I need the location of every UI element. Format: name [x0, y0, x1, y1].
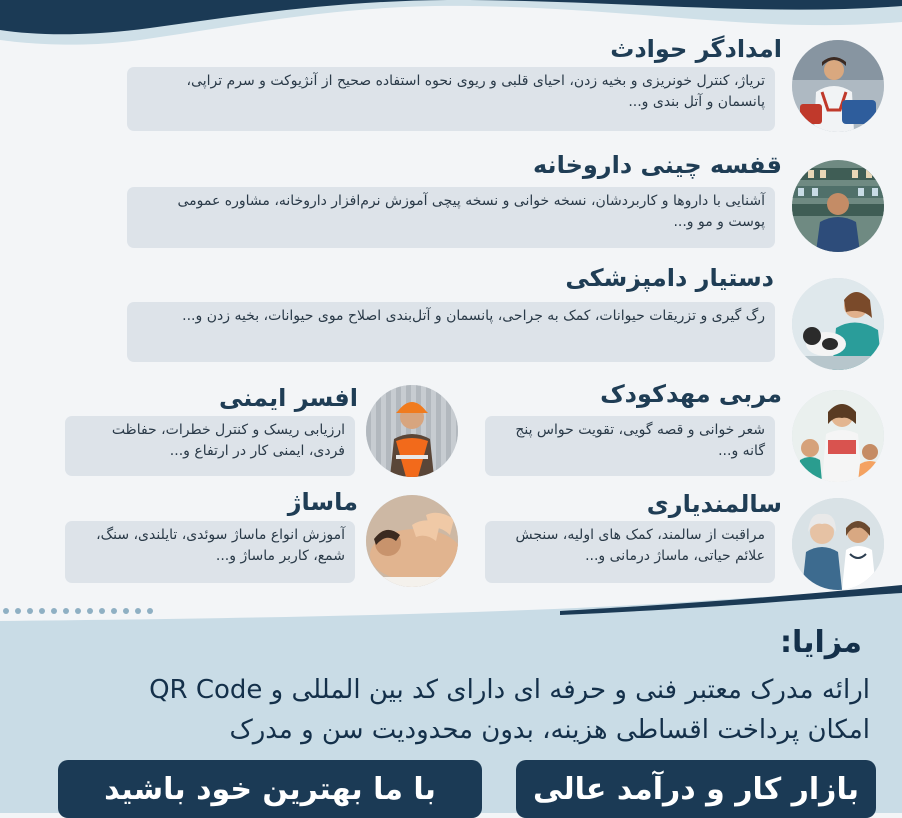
veterinary-photo [792, 278, 884, 370]
elderly-care-photo [792, 498, 884, 590]
pharmacy-photo [792, 160, 884, 252]
course-title-veterinary-assistant: دستیار دامپزشکی [565, 264, 774, 292]
course-title-elderly-caregiver: سالمندیاری [646, 490, 782, 518]
cta-be-your-best-button[interactable]: با ما بهترین خود باشید [58, 760, 482, 818]
course-desc-elderly-caregiver: مراقبت از سالمند، کمک های اولیه، سنجش علائم حیاتی، ماساژ درمانی و... [485, 521, 775, 583]
course-title-safety-officer: افسر ایمنی [218, 384, 358, 412]
benefit-line-certificate: ارائه مدرک معتبر فنی و حرفه ای دارای کد بین المللی و QR Code [149, 675, 870, 705]
course-title-kindergarten-teacher: مربی مهدکودک [600, 380, 782, 408]
paramedic-photo [792, 40, 884, 132]
course-title-pharmacy-assistant: قفسه چینی داروخانه [533, 151, 782, 179]
kindergarten-photo [792, 390, 884, 482]
benefit-line-payment: امکان پرداخت اقساطی هزینه، بدون محدودیت سن و مدرک [229, 715, 870, 745]
massage-photo [366, 495, 458, 587]
course-title-accident-first-responder: امدادگر حوادث [610, 35, 782, 63]
cta-job-market-button[interactable]: بازار کار و درآمد عالی [516, 760, 876, 818]
course-desc-veterinary-assistant: رگ گیری و تزریقات حیوانات، کمک به جراحی، پانسمان و آتل‌بندی اصلاح موی حیوانات، بخیه زدن و... [127, 302, 775, 362]
safety-officer-photo [366, 385, 458, 477]
course-desc-pharmacy-assistant: آشنایی با داروها و کاربردشان، نسخه خوانی و نسخه پیچی آموزش نرم‌افزار داروخانه، مشاوره عمومی پوست و مو و... [127, 187, 775, 248]
course-desc-accident-first-responder: تریاژ، کنترل خونریزی و بخیه زدن، احیای قلبی و ریوی نحوه استفاده صحیح از آنژیوکت و سرم تراپی، پانسمان و آتل بندی و... [127, 67, 775, 131]
course-desc-kindergarten-teacher: شعر خوانی و قصه گویی، تقویت حواس پنج گانه و... [485, 416, 775, 476]
course-desc-safety-officer: ارزیابی ریسک و کنترل خطرات، حفاظت فردی، ایمنی کار در ارتفاع و... [65, 416, 355, 476]
course-title-massage: ماساژ [287, 488, 358, 516]
benefits-title: مزایا: [779, 625, 862, 660]
course-desc-massage: آموزش انواع ماساژ سوئدی، تایلندی، سنگ، شمع، کاربر ماساژ و... [65, 521, 355, 583]
dots-decoration [0, 604, 170, 618]
